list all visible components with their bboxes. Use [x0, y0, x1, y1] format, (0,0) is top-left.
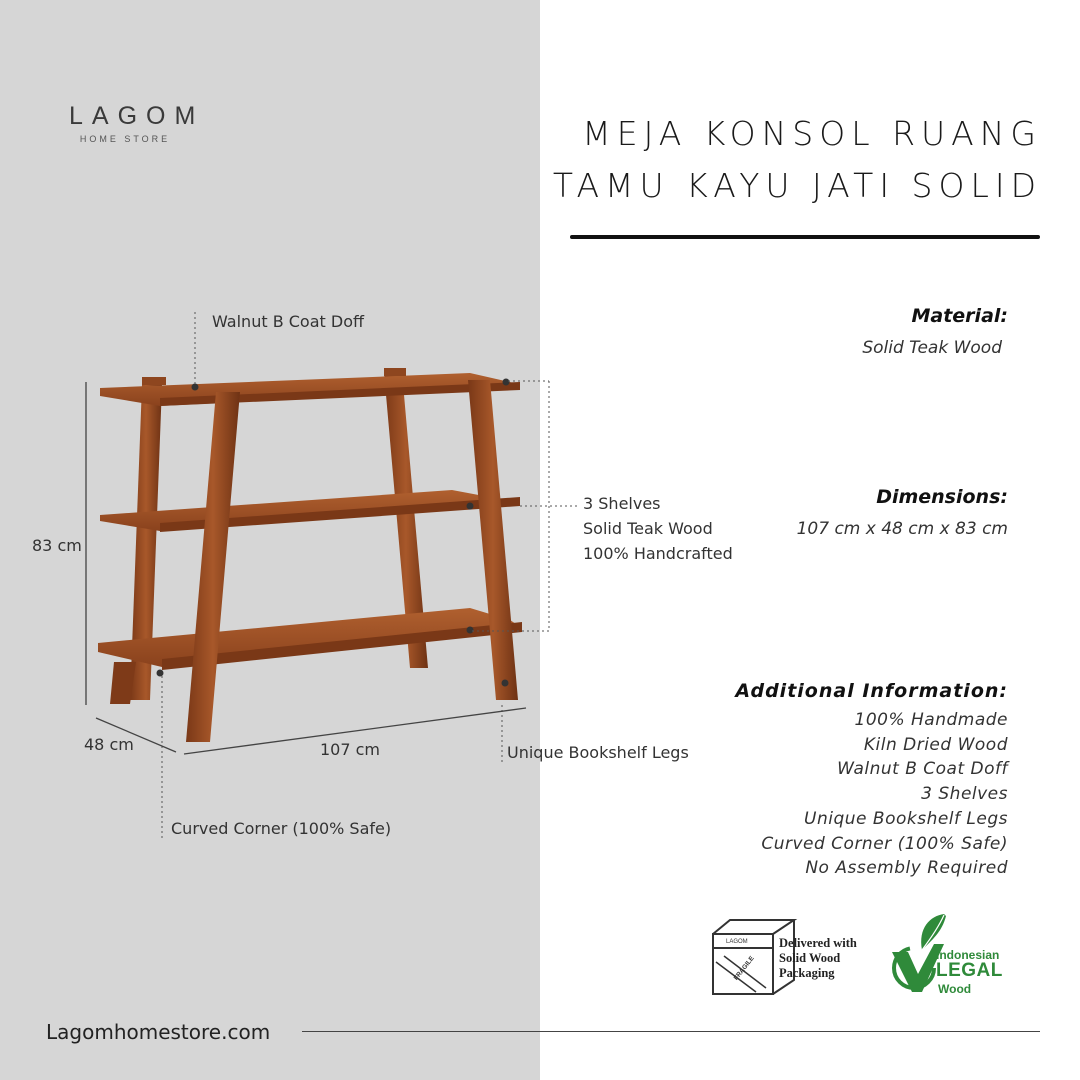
depth-dimension: 48 cm — [84, 735, 134, 754]
product-title-line-2: TAMU KAYU JATI SOLID — [552, 166, 1042, 205]
additional-info-item: Walnut B Coat Doff — [837, 759, 1008, 780]
height-dimension: 83 cm — [32, 536, 82, 555]
product-title-line-1: MEJA KONSOL RUANG — [582, 114, 1042, 153]
legal-text-line-3: Wood — [938, 982, 972, 996]
brand-name: LAGOM — [69, 102, 205, 130]
shelves-annotation-line: 100% Handcrafted — [583, 544, 733, 563]
additional-info-item: Kiln Dried Wood — [863, 734, 1008, 755]
packaging-text-line: Packaging — [779, 966, 835, 980]
shelves-annotation-line: Solid Teak Wood — [583, 519, 713, 538]
legal-text-line-2: LEGAL — [936, 960, 1003, 981]
shelves-annotation — [583, 491, 733, 566]
finish-marker — [192, 384, 199, 391]
additional-info-item: 3 Shelves — [921, 784, 1008, 805]
additional-info-item: Unique Bookshelf Legs — [804, 808, 1008, 829]
front-left-leg — [186, 392, 240, 742]
footer-divider — [302, 1031, 1040, 1032]
website-link[interactable]: Lagomhomestore.com — [46, 1020, 271, 1044]
finish-annotation: Walnut B Coat Doff — [212, 312, 365, 331]
width-dimension: 107 cm — [320, 740, 381, 759]
dimensions-heading: Dimensions: — [876, 486, 1008, 508]
material-heading: Material: — [911, 305, 1008, 327]
front-right-leg — [468, 380, 518, 700]
legs-marker — [502, 680, 509, 687]
material-value: Solid Teak Wood — [862, 338, 1002, 358]
legal-text-line-1: Indonesian — [936, 948, 1000, 962]
additional-info-item: 100% Handmade — [854, 710, 1008, 730]
packaging-text-line: Solid Wood — [779, 951, 841, 965]
corner-marker — [157, 670, 164, 677]
corner-annotation: Curved Corner (100% Safe) — [171, 819, 392, 838]
additional-info-heading: Additional Information: — [735, 680, 1008, 702]
fragile-label: FRAGILE — [732, 954, 756, 982]
additional-info-item: Curved Corner (100% Safe) — [761, 833, 1008, 854]
box-brand-label: LAGOM — [726, 939, 748, 945]
packaging-text — [779, 936, 857, 981]
additional-info-item: No Assembly Required — [805, 858, 1008, 879]
legs-annotation: Unique Bookshelf Legs — [507, 743, 689, 762]
dimensions-value: 107 cm x 48 cm x 83 cm — [796, 519, 1008, 539]
brand-subtitle: HOME STORE — [79, 134, 171, 144]
shelves-annotation-line: 3 Shelves — [583, 494, 661, 513]
packaging-text-line: Delivered with — [779, 936, 857, 950]
